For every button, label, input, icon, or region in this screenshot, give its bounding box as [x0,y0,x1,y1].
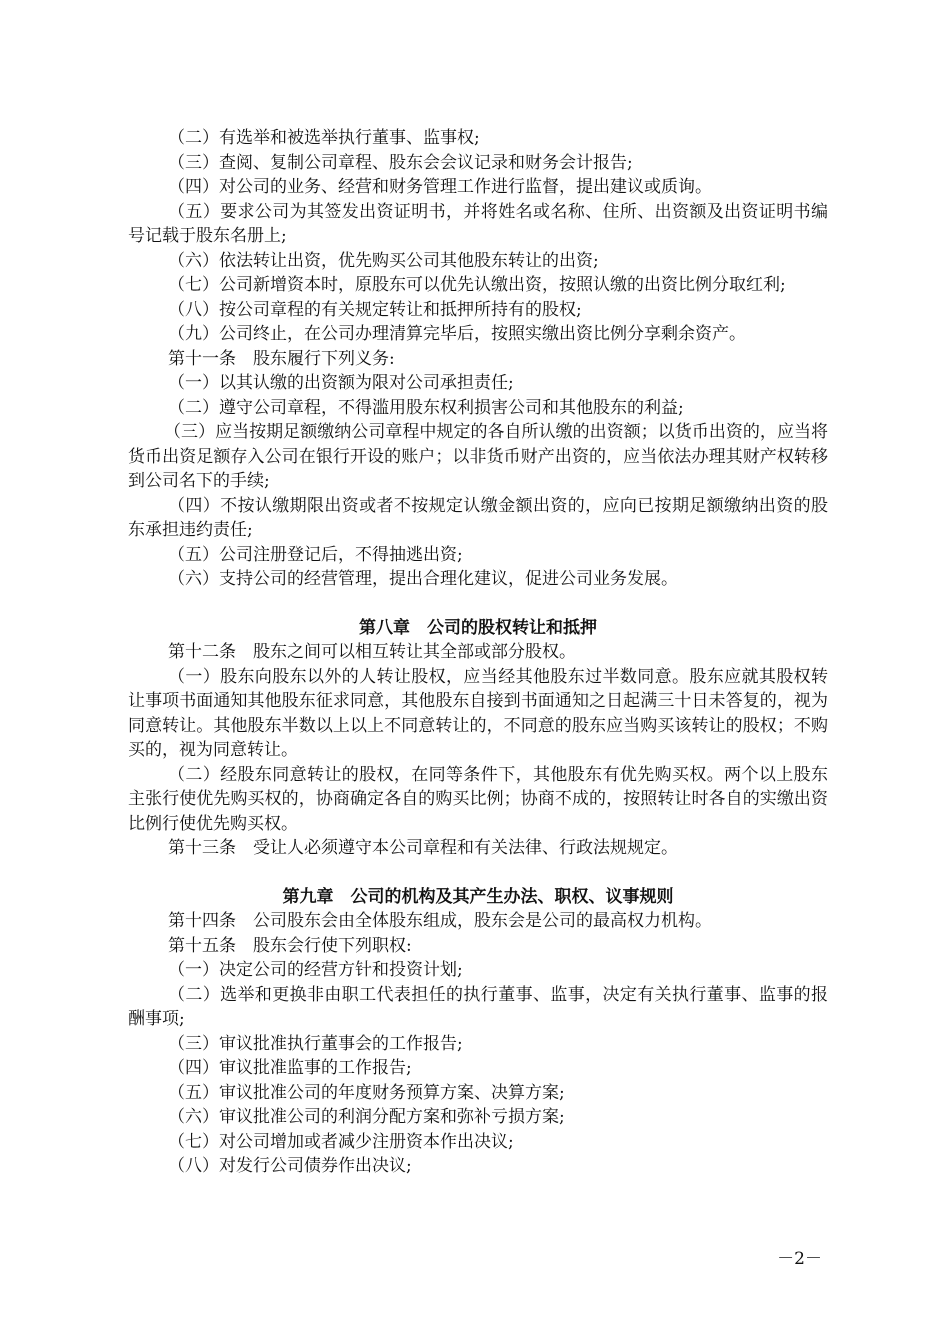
section-spacer [128,592,828,616]
paragraph: （六）支持公司的经营管理，提出合理化建议，促进公司业务发展。 [168,569,678,589]
paragraph: （三）应当按期足额缴纳公司章程中规定的各自所认缴的出资额；以货币出资的，应当将货币出资足额存入公司在银行开设的账户；以非货币财产出资的，应当依法办理其财产权转移到公司名下的手续; [128,422,828,491]
chapter-8 [128,616,828,861]
chapter-title: 第九章 公司的机构及其产生办法、职权、议事规则 [282,886,674,907]
paragraph: （五）公司注册登记后，不得抽逃出资; [168,544,463,565]
paragraph: （八）按公司章程的有关规定转让和抵押所持有的股权; [168,299,582,320]
paragraph: （四）审议批准监事的工作报告; [168,1058,412,1078]
paragraph: （六）审议批准公司的利润分配方案和弥补亏损方案; [168,1107,565,1127]
paragraph: （九）公司终止，在公司办理清算完毕后，按照实缴出资比例分享剩余资产。 [168,324,746,344]
paragraph: （一）以其认缴的出资额为限对公司承担责任; [168,373,514,393]
paragraph: （四）不按认缴期限出资或者不按规定认缴金额出资的，应向已按期足额缴纳出资的股东承担违约责任; [128,495,828,540]
paragraph: （二）选举和更换非由职工代表担任的执行董事、监事，决定有关执行董事、监事的报酬事项; [128,984,828,1029]
paragraph: （四）对公司的业务、经营和财务管理工作进行监督，提出建议或质询。 [168,177,712,197]
rights-section [128,126,828,592]
chapter-9 [128,885,828,1179]
paragraph: （二）遵守公司章程，不得滥用股东权利损害公司和其他股东的利益; [168,397,684,418]
paragraph: （五）审议批准公司的年度财务预算方案、决算方案; [168,1082,565,1103]
article-heading: 第十一条 股东履行下列义务: [168,348,395,369]
paragraph: （七）对公司增加或者减少注册资本作出决议; [168,1131,514,1152]
section-spacer [128,861,828,885]
paragraph: （二）有选举和被选举执行董事、监事权; [168,128,480,148]
paragraph: （三）审议批准执行董事会的工作报告; [168,1033,463,1054]
page-number: －2－ [777,1249,822,1269]
paragraph: （五）要求公司为其签发出资证明书，并将姓名或名称、住所、出资额及出资证明书编号记载于股东名册上; [128,201,828,246]
article-heading: 第十三条 受让人必须遵守本公司章程和有关法律、行政法规规定。 [168,838,678,858]
document-page [128,126,828,1179]
paragraph: （八）对发行公司债券作出决议; [168,1156,412,1176]
chapter-title: 第八章 公司的股权转让和抵押 [359,617,597,638]
paragraph: （二）经股东同意转让的股权，在同等条件下，其他股东有优先购买权。两个以上股东主张行使优先购买权的，协商确定各自的购买比例；协商不成的，按照转让时各自的实缴出资比例行使优先购买权。 [128,764,828,834]
article-heading: 第十五条 股东会行使下列职权: [168,935,412,956]
paragraph: （六）依法转让出资，优先购买公司其他股东转让的出资; [168,250,599,271]
paragraph: （七）公司新增资本时，原股东可以优先认缴出资，按照认缴的出资比例分取红利; [168,275,786,295]
article-heading: 第十四条 公司股东会由全体股东组成，股东会是公司的最高权力机构。 [168,911,712,931]
paragraph: （一）决定公司的经营方针和投资计划; [168,960,463,980]
paragraph: （三）查阅、复制公司章程、股东会会议记录和财务会计报告; [168,152,633,173]
paragraph: （一）股东向股东以外的人转让股权，应当经其他股东过半数同意。股东应就其股权转让事项书面通知其他股东征求同意，其他股东自接到书面通知之日起满三十日未答复的，视为同意转让。其他股东半数以上以上不同意转让的，不同意的股东应当购买该转让的股权；不购买的，视为同意转让。 [128,666,828,760]
article-heading: 第十二条 股东之间可以相互转让其全部或部分股权。 [168,642,576,662]
